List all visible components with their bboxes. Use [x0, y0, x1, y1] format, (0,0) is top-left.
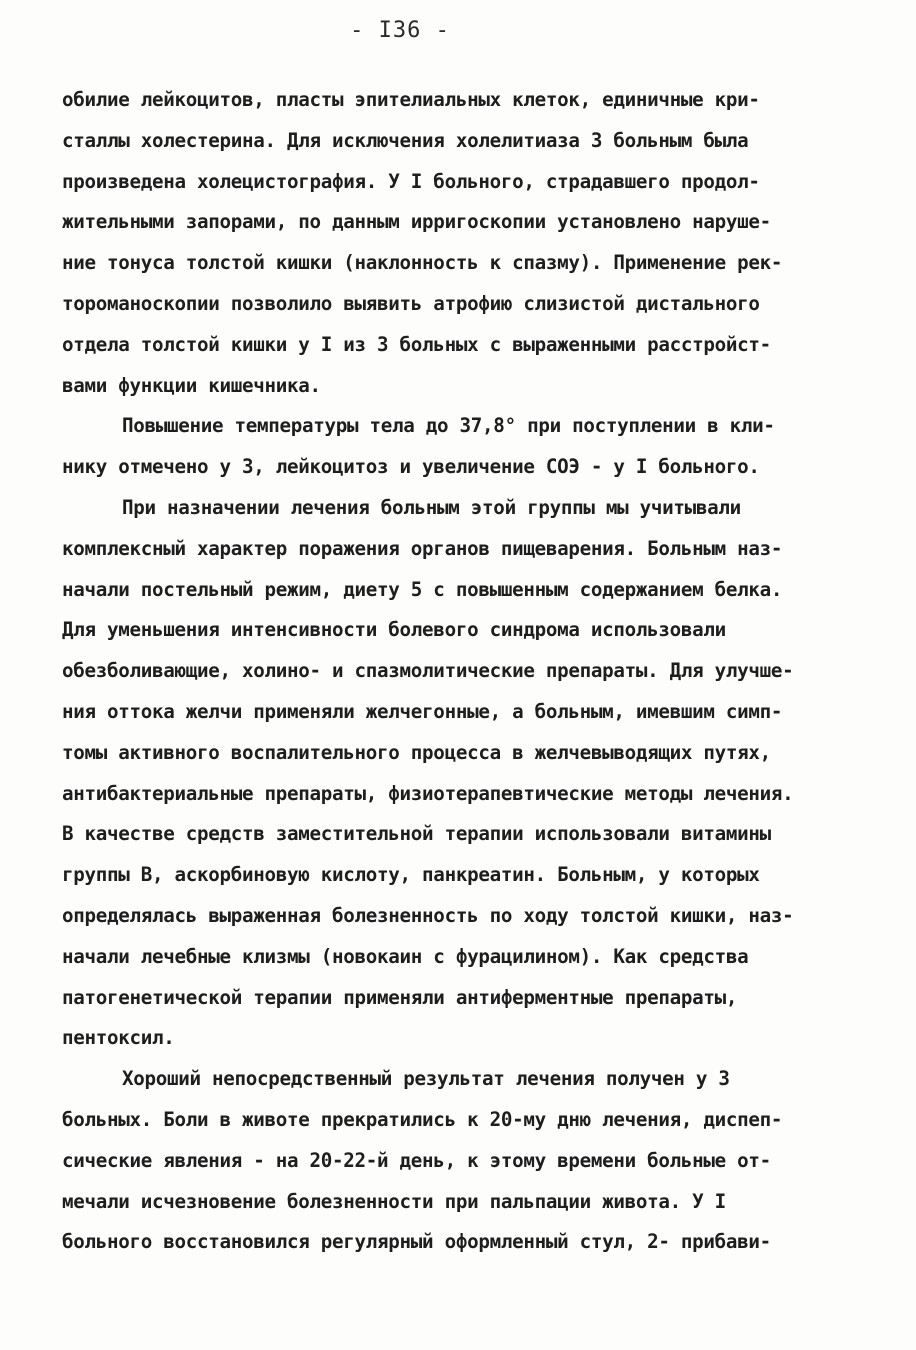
- text-line: патогенетической терапии применяли антиферментные препараты,: [62, 985, 738, 1009]
- text-body: [62, 80, 862, 1263]
- text-line: тороманоскопии позволило выявить атрофию слизистой дистального: [62, 291, 760, 315]
- text-line: мечали исчезновение болезненности при пальпации живота. У I: [62, 1189, 726, 1213]
- text-line: больных. Боли в животе прекратились к 20-му дню лечения, диспеп-: [62, 1107, 783, 1131]
- text-line: комплексный характер поражения органов пищеварения. Больным наз-: [62, 536, 783, 560]
- text-line: обилие лейкоцитов, пласты эпителиальных клеток, единичные кри-: [62, 88, 760, 111]
- text-line: антибактериальные препараты, физиотерапевтические методы лечения.: [62, 781, 794, 805]
- text-line: отдела толстой кишки у I из 3 больных с выраженными расстройст-: [62, 332, 771, 356]
- text-line: ния оттока желчи применяли желчегонные, а больным, имевшим симп-: [62, 699, 783, 723]
- text-line: сические явления - на 20-22-й день, к этому времени больные от-: [62, 1148, 771, 1172]
- text-line: жительными запорами, по данным ирригоскопии установлено наруше-: [62, 210, 771, 234]
- paragraph: [62, 488, 862, 1059]
- text-line: сталлы холестерина. Для исключения холелитиаза 3 больным была: [62, 128, 749, 152]
- text-line: нику отмечено у 3, лейкоцитоз и увеличение СОЭ - у I больного.: [62, 455, 760, 479]
- text-line: вами функции кишечника.: [62, 373, 321, 397]
- text-line: ние тонуса толстой кишки (наклонность к спазму). Применение рек-: [62, 251, 783, 275]
- text-line: пентоксил.: [62, 1026, 175, 1050]
- paragraph: [62, 406, 862, 488]
- text-line: больного восстановился регулярный оформленный стул, 2- прибави-: [62, 1230, 771, 1254]
- text-line: начали лечебные клизмы (новокаин с фурацилином). Как средства: [62, 944, 749, 968]
- text-line: Хороший непосредственный результат лечения получен у 3: [122, 1067, 730, 1091]
- text-line: начали постельный режим, диету 5 с повышенным содержанием белка.: [62, 577, 783, 601]
- text-line: обезболивающие, холино- и спазмолитические препараты. Для улучше-: [62, 659, 794, 683]
- page-number: - I36 -: [350, 18, 450, 43]
- text-line: произведена холецистография. У I больного, страдавшего продол-: [62, 169, 760, 193]
- text-line: определялась выраженная болезненность по ходу толстой кишки, наз-: [62, 903, 794, 927]
- text-line: томы активного воспалительного процесса в желчевыводящих путях,: [62, 740, 771, 764]
- text-line: При назначении лечения больным этой группы мы учитывали: [122, 495, 741, 519]
- text-line: группы В, аскорбиновую кислоту, панкреатин. Больным, у которых: [62, 863, 760, 887]
- paragraph: [62, 1059, 862, 1263]
- text-line: Повышение температуры тела до 37,8° при поступлении в кли-: [122, 414, 775, 438]
- text-line: В качестве средств заместительной терапии использовали витамины: [62, 822, 771, 846]
- paragraph: [62, 80, 862, 406]
- text-line: Для уменьшения интенсивности болевого синдрома использовали: [62, 618, 726, 642]
